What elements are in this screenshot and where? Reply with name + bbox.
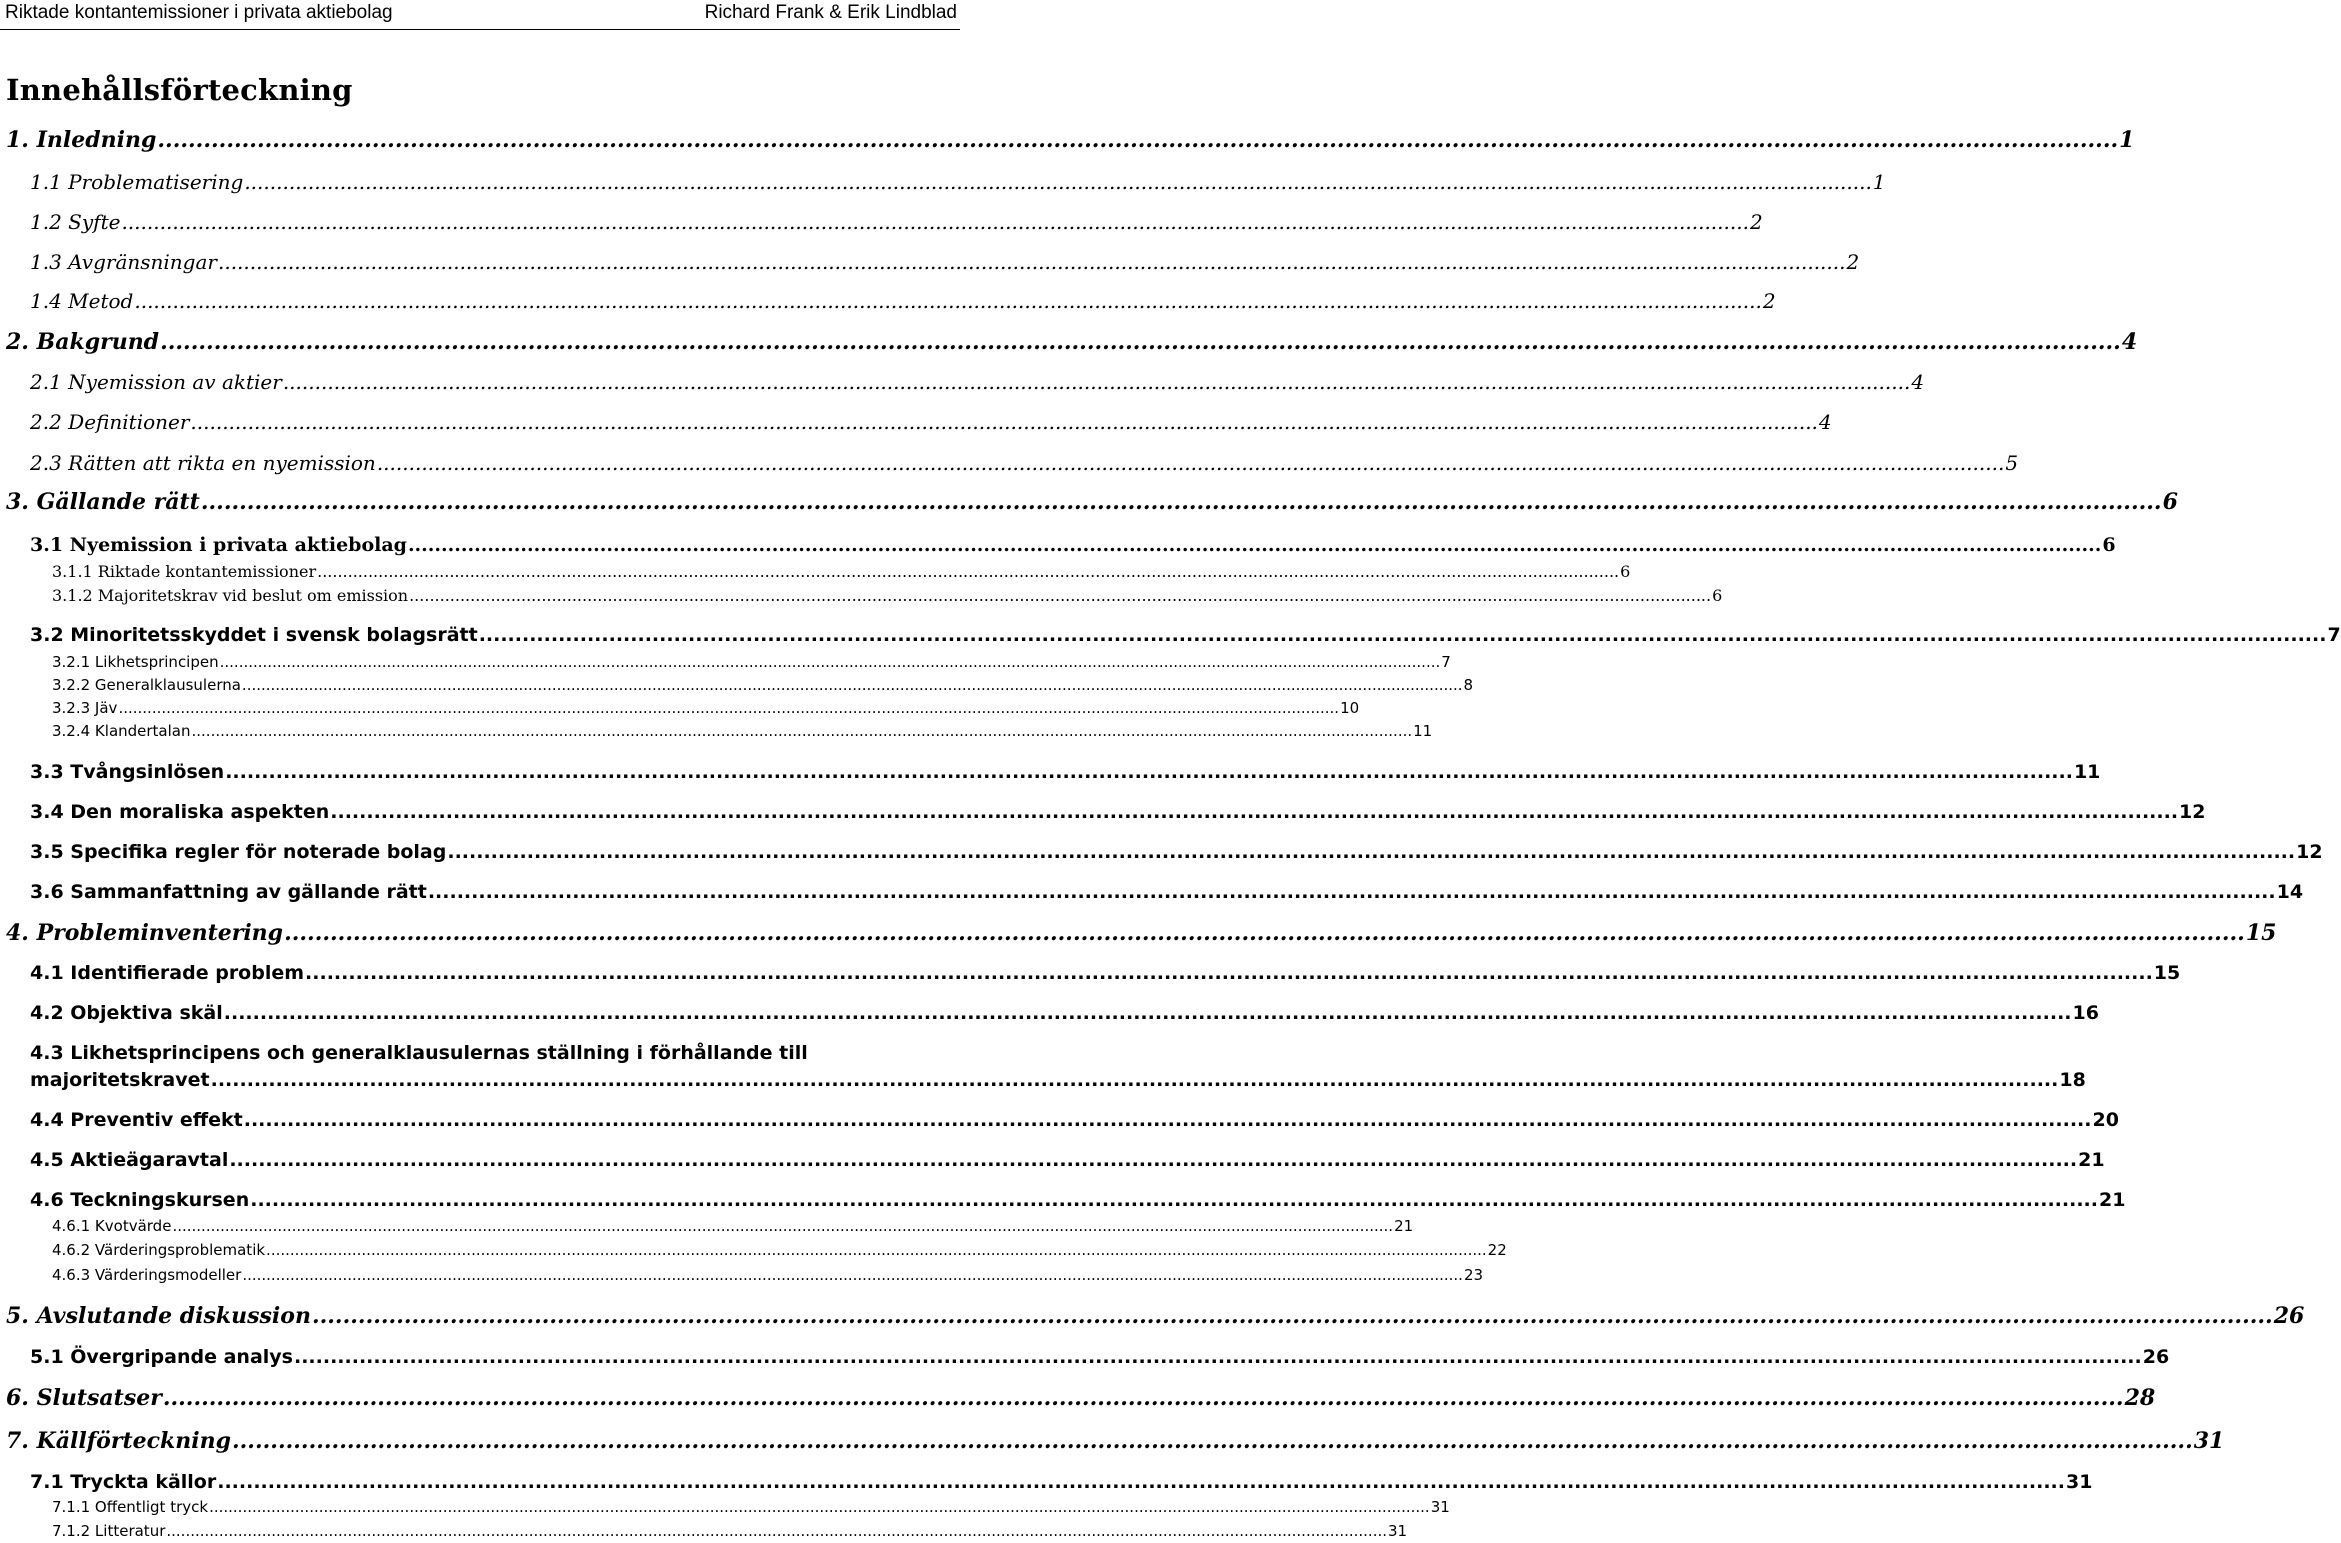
toc-entry-page: 2 bbox=[1846, 250, 1860, 274]
toc-entry[interactable] bbox=[30, 249, 1860, 275]
toc-entry-label: 3.3 Tvångsinlösen bbox=[30, 761, 225, 783]
toc-leader-dots: ................................................................................................................................................................................................................................................................ bbox=[225, 761, 2073, 783]
toc-entry-page: 14 bbox=[2276, 881, 2304, 903]
toc-entry[interactable] bbox=[52, 1497, 1450, 1517]
toc-entry-page: 10 bbox=[1340, 699, 1360, 717]
toc-entry[interactable] bbox=[30, 288, 1776, 314]
toc-entry-page: 15 bbox=[2245, 920, 2277, 946]
toc-entry-label: 1. Inledning bbox=[6, 127, 157, 153]
toc-leader-dots: ................................................................................................................................................................................................................................................................ bbox=[244, 170, 1872, 194]
toc-leader-dots: ................................................................................................................................................................................................................................................................ bbox=[293, 1346, 2142, 1368]
toc-entry-page: 16 bbox=[2072, 1002, 2099, 1024]
toc-entry-label: 3. Gällande rätt bbox=[6, 489, 200, 515]
toc-leader-dots: ................................................................................................................................................................................................................................................................ bbox=[217, 250, 1846, 274]
toc-entry-page: 11 bbox=[1413, 722, 1433, 740]
toc-entry-label: majoritetskravet bbox=[30, 1069, 210, 1091]
toc-entry-page: 31 bbox=[2065, 1471, 2093, 1493]
toc-leader-dots: ................................................................................................................................................................................................................................................................ bbox=[160, 329, 2121, 355]
toc-entry-label: 1.4 Metod bbox=[30, 289, 134, 313]
toc-entry-page: 26 bbox=[2273, 1303, 2305, 1329]
toc-entry-page: 6 bbox=[1712, 586, 1723, 605]
toc-entry[interactable] bbox=[52, 721, 1433, 741]
toc-entry-page: 18 bbox=[2059, 1069, 2086, 1091]
toc-entry[interactable] bbox=[30, 169, 1886, 195]
toc-entry-page: 21 bbox=[2078, 1149, 2105, 1171]
toc-leader-dots: ................................................................................................................................................................................................................................................................ bbox=[409, 586, 1712, 605]
toc-entry-label: 3.2.4 Klandertalan bbox=[52, 722, 191, 740]
toc-entry[interactable] bbox=[52, 585, 1723, 607]
toc-leader-dots: ................................................................................................................................................................................................................................................................ bbox=[157, 127, 2119, 153]
toc-leader-dots: ................................................................................................................................................................................................................................................................ bbox=[217, 1471, 2065, 1493]
toc-entry-label: 3.1.2 Majoritetskrav vid beslut om emission bbox=[52, 586, 409, 605]
toc-entry-page: 5 bbox=[2005, 451, 2019, 475]
toc-leader-dots: ................................................................................................................................................................................................................................................................ bbox=[311, 1303, 2273, 1329]
toc-entry-page: 15 bbox=[2153, 962, 2181, 984]
toc-leader-dots: ................................................................................................................................................................................................................................................................ bbox=[191, 722, 1413, 740]
toc-entry-label: 4.1 Identifierade problem bbox=[30, 962, 305, 984]
toc-entry-label: 2.1 Nyemission av aktier bbox=[30, 370, 282, 394]
toc-entry[interactable] bbox=[30, 209, 1763, 235]
toc-entry-label: 3.2.1 Likhetsprincipen bbox=[52, 653, 219, 671]
toc-entry[interactable] bbox=[6, 126, 2135, 154]
toc-entry[interactable] bbox=[6, 919, 2277, 947]
toc-entry-page: 11 bbox=[2073, 761, 2101, 783]
toc-entry-page: 1 bbox=[2119, 127, 2135, 153]
toc-entry[interactable] bbox=[6, 1384, 2156, 1412]
toc-entry[interactable] bbox=[30, 1000, 2099, 1026]
toc-leader-dots: ................................................................................................................................................................................................................................................................ bbox=[162, 1385, 2124, 1411]
toc-leader-dots: ................................................................................................................................................................................................................................................................ bbox=[210, 1069, 2059, 1091]
toc-leader-dots: ................................................................................................................................................................................................................................................................ bbox=[229, 1149, 2078, 1171]
toc-leader-dots: ................................................................................................................................................................................................................................................................ bbox=[250, 1189, 2098, 1211]
toc-entry-page: 7 bbox=[1441, 653, 1451, 671]
toc-entry[interactable] bbox=[6, 488, 2178, 516]
toc-entry[interactable] bbox=[52, 1216, 1414, 1236]
toc-leader-dots: ................................................................................................................................................................................................................................................................ bbox=[478, 624, 2327, 646]
toc-entry-label: 2.2 Definitioner bbox=[30, 410, 190, 434]
toc-leader-dots: ................................................................................................................................................................................................................................................................ bbox=[447, 841, 2296, 863]
toc-leader-dots: ................................................................................................................................................................................................................................................................ bbox=[209, 1498, 1430, 1516]
toc-entry-page: 21 bbox=[1394, 1217, 1414, 1235]
toc-entry-page: 21 bbox=[2098, 1189, 2126, 1211]
toc-entry-page: 6 bbox=[2162, 489, 2178, 515]
toc-entry[interactable] bbox=[6, 328, 2138, 356]
toc-leader-dots: ................................................................................................................................................................................................................................................................ bbox=[134, 289, 1762, 313]
toc-entry-label: 1.1 Problematisering bbox=[30, 170, 244, 194]
toc-entry-page: 6 bbox=[1620, 562, 1631, 581]
toc-leader-dots: ................................................................................................................................................................................................................................................................ bbox=[330, 801, 2179, 823]
toc-entry[interactable] bbox=[30, 369, 1925, 395]
toc-entry-label: 2. Bakgrund bbox=[6, 329, 160, 355]
toc-entry[interactable] bbox=[30, 879, 2304, 905]
toc-entry-label: 3.5 Specifika regler för noterade bolag bbox=[30, 841, 447, 863]
toc-entry[interactable] bbox=[30, 1107, 2119, 1133]
toc-entry[interactable] bbox=[30, 1344, 2170, 1370]
toc-leader-dots: ................................................................................................................................................................................................................................................................ bbox=[172, 1217, 1394, 1235]
toc-entry-label: 4.4 Preventiv effekt bbox=[30, 1109, 243, 1131]
toc-entry-label: 7.1.1 Offentligt tryck bbox=[52, 1498, 209, 1516]
toc-entry-label: 3.2.2 Generalklausulerna bbox=[52, 676, 241, 694]
toc-leader-dots: ................................................................................................................................................................................................................................................................ bbox=[118, 699, 1340, 717]
toc-entry[interactable] bbox=[30, 1067, 2086, 1093]
toc-entry-label: 6. Slutsatser bbox=[6, 1385, 162, 1411]
toc-entry-label: 7.1 Tryckta källor bbox=[30, 1471, 217, 1493]
toc-leader-dots: ................................................................................................................................................................................................................................................................ bbox=[121, 210, 1749, 234]
toc-entry-page: 1 bbox=[1872, 170, 1886, 194]
toc-entry-page: 12 bbox=[2179, 801, 2206, 823]
toc-entry-label: 1.2 Syfte bbox=[30, 210, 121, 234]
toc-entry-page: 4 bbox=[1911, 370, 1925, 394]
toc-entry-page: 7 bbox=[2327, 624, 2341, 646]
toc-entry-label: 4.6.2 Värderingsproblematik bbox=[52, 1241, 266, 1259]
toc-entry-label: 3.4 Den moraliska aspekten bbox=[30, 801, 330, 823]
toc-entry[interactable] bbox=[30, 759, 2101, 785]
toc-entry-page: 4 bbox=[2121, 329, 2138, 355]
toc-leader-dots: ................................................................................................................................................................................................................................................................ bbox=[317, 562, 1620, 581]
toc-entry[interactable] bbox=[30, 1469, 2093, 1495]
toc-entry-label: 4.6 Teckningskursen bbox=[30, 1189, 250, 1211]
toc-leader-dots: ................................................................................................................................................................................................................................................................ bbox=[284, 920, 2245, 946]
toc-leader-dots: ................................................................................................................................................................................................................................................................ bbox=[266, 1241, 1487, 1259]
toc-entry[interactable] bbox=[30, 1187, 2126, 1213]
toc-entry-label: 7. Källförteckning bbox=[6, 1428, 231, 1454]
toc-entry[interactable] bbox=[52, 1265, 1484, 1285]
toc-entry[interactable] bbox=[52, 675, 1474, 695]
toc-entry-label: 4. Probleminventering bbox=[6, 920, 284, 946]
toc-leader-dots: ................................................................................................................................................................................................................................................................ bbox=[282, 370, 1911, 394]
toc-entry-label: 3.1 Nyemission i privata aktiebolag bbox=[30, 534, 407, 556]
toc-entry[interactable] bbox=[30, 960, 2181, 986]
toc-entry[interactable] bbox=[52, 652, 1451, 672]
toc-entry-label: 2.3 Rätten att rikta en nyemission bbox=[30, 451, 376, 475]
toc-entry-label: 3.6 Sammanfattning av gällande rätt bbox=[30, 881, 427, 903]
header-title: Riktade kontantemissioner i privata aktiebolag bbox=[5, 2, 393, 23]
toc-leader-dots: ................................................................................................................................................................................................................................................................ bbox=[243, 1109, 2092, 1131]
toc-entry-page: 28 bbox=[2124, 1385, 2156, 1411]
toc-entry[interactable] bbox=[30, 450, 2019, 476]
toc-entry[interactable] bbox=[30, 1147, 2105, 1173]
toc-entry-label: 4.2 Objektiva skäl bbox=[30, 1002, 223, 1024]
toc-entry-page: 6 bbox=[2102, 534, 2116, 556]
toc-entry-label: 4.6.3 Värderingsmodeller bbox=[52, 1266, 242, 1284]
toc-leader-dots: ................................................................................................................................................................................................................................................................ bbox=[305, 962, 2153, 984]
toc-entry-label: 5.1 Övergripande analys bbox=[30, 1346, 293, 1368]
header-rule bbox=[0, 29, 960, 30]
toc-entry[interactable] bbox=[30, 839, 2323, 865]
toc-entry-page: 22 bbox=[1487, 1241, 1507, 1259]
toc-entry-label: 3.1.1 Riktade kontantemissioner bbox=[52, 562, 317, 581]
toc-entry-label: 4.5 Aktieägaravtal bbox=[30, 1149, 229, 1171]
header-authors: Richard Frank & Erik Lindblad bbox=[704, 2, 957, 23]
toc-entry[interactable] bbox=[30, 622, 2341, 648]
toc-entry-page: 26 bbox=[2142, 1346, 2170, 1368]
toc-entry-label: 1.3 Avgränsningar bbox=[30, 250, 217, 274]
toc-entry[interactable] bbox=[30, 532, 2116, 558]
toc-entry-label: 5. Avslutande diskussion bbox=[6, 1303, 311, 1329]
toc-entry-label: 4.6.1 Kvotvärde bbox=[52, 1217, 172, 1235]
toc-entry-label: 7.1.2 Litteratur bbox=[52, 1522, 166, 1540]
toc-leader-dots: ................................................................................................................................................................................................................................................................ bbox=[223, 1002, 2072, 1024]
toc-leader-dots: ................................................................................................................................................................................................................................................................ bbox=[242, 1266, 1463, 1284]
toc-entry-label-line1[interactable]: 4.3 Likhetsprincipens och generalklausulernas ställning i förhållande till bbox=[30, 1042, 808, 1064]
toc-entry[interactable] bbox=[30, 409, 1832, 435]
toc-entry-page: 2 bbox=[1762, 289, 1776, 313]
toc-entry-page: 20 bbox=[2092, 1109, 2119, 1131]
toc-entry[interactable] bbox=[30, 799, 2206, 825]
toc-entry-page: 31 bbox=[2193, 1428, 2225, 1454]
page-header bbox=[0, 0, 960, 28]
toc-entry-label: 3.2 Minoritetsskyddet i svensk bolagsrätt bbox=[30, 624, 478, 646]
toc-leader-dots: ................................................................................................................................................................................................................................................................ bbox=[166, 1522, 1387, 1540]
toc-leader-dots: ................................................................................................................................................................................................................................................................ bbox=[376, 451, 2005, 475]
toc-entry-page: 23 bbox=[1463, 1266, 1484, 1284]
toc-entry[interactable] bbox=[6, 1427, 2225, 1455]
toc-entry[interactable] bbox=[52, 561, 1631, 583]
toc-leader-dots: ................................................................................................................................................................................................................................................................ bbox=[241, 676, 1463, 694]
toc-entry-page: 31 bbox=[1388, 1522, 1408, 1540]
toc-leader-dots: ................................................................................................................................................................................................................................................................ bbox=[407, 534, 2102, 556]
toc-entry-page: 12 bbox=[2296, 841, 2323, 863]
toc-entry[interactable] bbox=[52, 1521, 1408, 1541]
toc-leader-dots: ................................................................................................................................................................................................................................................................ bbox=[200, 489, 2162, 515]
toc-entry[interactable] bbox=[52, 1240, 1507, 1260]
toc-entry-page: 8 bbox=[1463, 676, 1474, 694]
toc-entry[interactable] bbox=[6, 1302, 2305, 1330]
toc-entry-page: 4 bbox=[1818, 410, 1832, 434]
toc-entry-label: 3.2.3 Jäv bbox=[52, 699, 118, 717]
toc-leader-dots: ................................................................................................................................................................................................................................................................ bbox=[219, 653, 1441, 671]
toc-entry[interactable] bbox=[52, 698, 1360, 718]
toc-leader-dots: ................................................................................................................................................................................................................................................................ bbox=[190, 410, 1818, 434]
toc-entry-page: 31 bbox=[1430, 1498, 1450, 1516]
toc-entry-page: 2 bbox=[1749, 210, 1763, 234]
toc-leader-dots: ................................................................................................................................................................................................................................................................ bbox=[427, 881, 2276, 903]
toc-title: Innehållsförteckning bbox=[6, 73, 353, 107]
toc-leader-dots: ................................................................................................................................................................................................................................................................ bbox=[231, 1428, 2193, 1454]
